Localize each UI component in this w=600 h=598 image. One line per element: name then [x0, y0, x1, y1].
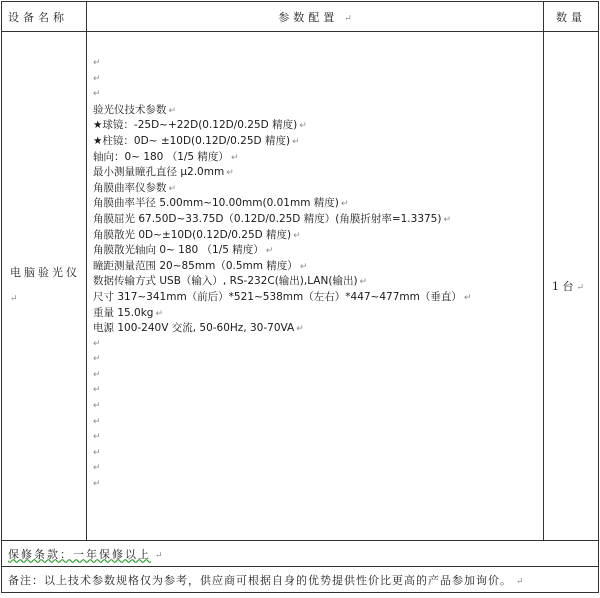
empty-line: ↵ — [93, 447, 101, 458]
paragraph-mark: ↵ — [516, 576, 524, 587]
empty-line: ↵ — [93, 369, 101, 380]
paragraph-mark: ↵ — [265, 246, 274, 257]
param-text: 验光仪技术参数 — [93, 103, 167, 116]
param-text: 数据传输方式 USB（输入）, RS-232C(输出),LAN(输出) — [93, 275, 358, 288]
empty-line: ↵ — [93, 432, 101, 443]
quantity-value: 1 台 — [552, 280, 574, 293]
param-text: 角膜散光轴向 0~ 180 （1/5 精度） — [93, 244, 264, 257]
param-text: 角膜屈光 67.50D~33.75D（0.12D/0.25D 精度）(角膜折射率=1.3375) — [93, 212, 442, 225]
empty-line: ↵ — [93, 89, 101, 100]
warranty-text: 保修条款：一年保修以上 — [8, 547, 151, 561]
param-text: ★柱镜：0D~ ±10D(0.12D/0.25D 精度) — [93, 134, 291, 147]
note-cell — [2, 567, 599, 593]
empty-line: ↵ — [93, 401, 101, 412]
paragraph-mark: ↵ — [344, 13, 352, 24]
param-line — [93, 259, 543, 275]
paragraph-mark: ↵ — [292, 136, 300, 147]
paragraph-mark: ↵ — [230, 152, 239, 163]
paragraph-mark: ↵ — [155, 550, 163, 561]
note-text: 备注：以上技术参数规格仅为参考，供应商可根据自身的优势提供性价比更高的产品参加询价。 — [8, 573, 512, 587]
param-text: ★球镜：-25D~+22D(0.12D/0.25D 精度) — [93, 119, 298, 132]
param-line — [93, 212, 543, 228]
param-text: 尺寸 317~341mm（前后）*521~538mm（左右）*447~477mm（垂直） — [93, 290, 462, 303]
param-line — [93, 306, 543, 322]
paragraph-mark: ↵ — [155, 308, 164, 319]
device-name-cell — [2, 32, 87, 541]
warranty-row — [2, 541, 599, 567]
param-line — [93, 103, 543, 119]
param-line — [93, 274, 543, 290]
param-text: 轴向：0~ 180 （1/5 精度） — [93, 150, 229, 163]
paragraph-mark: ↵ — [443, 214, 452, 225]
params-list — [91, 32, 543, 493]
param-text: 瞳距测量范围 20~85mm（0.5mm 精度） — [93, 259, 298, 272]
paragraph-mark: ↵ — [10, 294, 18, 304]
param-line — [93, 290, 543, 306]
paragraph-mark: ↵ — [293, 230, 301, 241]
param-line — [93, 118, 543, 134]
paragraph-mark: ↵ — [463, 292, 472, 303]
header-quantity: 数量 — [544, 2, 599, 32]
param-line — [93, 134, 543, 150]
empty-line: ↵ — [93, 479, 101, 490]
paragraph-mark: ↵ — [296, 324, 304, 335]
paragraph-mark: ↵ — [576, 283, 585, 293]
param-line — [93, 243, 543, 259]
param-line — [93, 196, 543, 212]
paragraph-mark: ↵ — [226, 168, 234, 179]
param-line — [93, 228, 543, 244]
paragraph-mark: ↵ — [168, 183, 177, 194]
note-row — [2, 567, 599, 593]
warranty-cell — [2, 541, 599, 567]
params-cell — [87, 32, 544, 541]
param-text: 角膜散光 0D~±10D(0.12D/0.25D 精度) — [93, 228, 292, 241]
param-text: 重量 15.0kg — [93, 306, 154, 319]
param-line — [93, 150, 543, 166]
param-text: 角膜曲率半径 5.00mm~10.00mm(0.01mm 精度) — [93, 197, 339, 210]
device-row — [2, 32, 599, 541]
param-text: 角膜曲率仪参数 — [93, 181, 167, 194]
header-params: 参数配置 ↵ — [87, 2, 544, 32]
param-line — [93, 321, 543, 337]
param-line — [93, 165, 543, 181]
empty-line: ↵ — [93, 338, 101, 349]
empty-line: ↵ — [93, 73, 101, 84]
param-text: 电源 100-240V 交流, 50-60Hz, 30-70VA — [93, 322, 295, 335]
empty-line: ↵ — [93, 58, 101, 68]
empty-line: ↵ — [93, 416, 101, 427]
param-text: 最小测量瞳孔直径 µ2.0mm — [93, 166, 225, 179]
param-line — [93, 181, 543, 197]
header-device-name: 设备名称 — [2, 2, 87, 32]
empty-line: ↵ — [93, 385, 101, 396]
paragraph-mark: ↵ — [359, 277, 368, 288]
empty-line: ↵ — [93, 463, 101, 474]
quantity-cell — [544, 32, 599, 541]
header-row — [2, 2, 599, 32]
paragraph-mark: ↵ — [299, 261, 308, 272]
paragraph-mark: ↵ — [299, 121, 307, 132]
spec-table — [1, 1, 599, 593]
paragraph-mark: ↵ — [168, 105, 177, 116]
device-name: 电脑验光仪 — [10, 266, 80, 279]
paragraph-mark: ↵ — [340, 199, 349, 210]
empty-line: ↵ — [93, 354, 101, 365]
